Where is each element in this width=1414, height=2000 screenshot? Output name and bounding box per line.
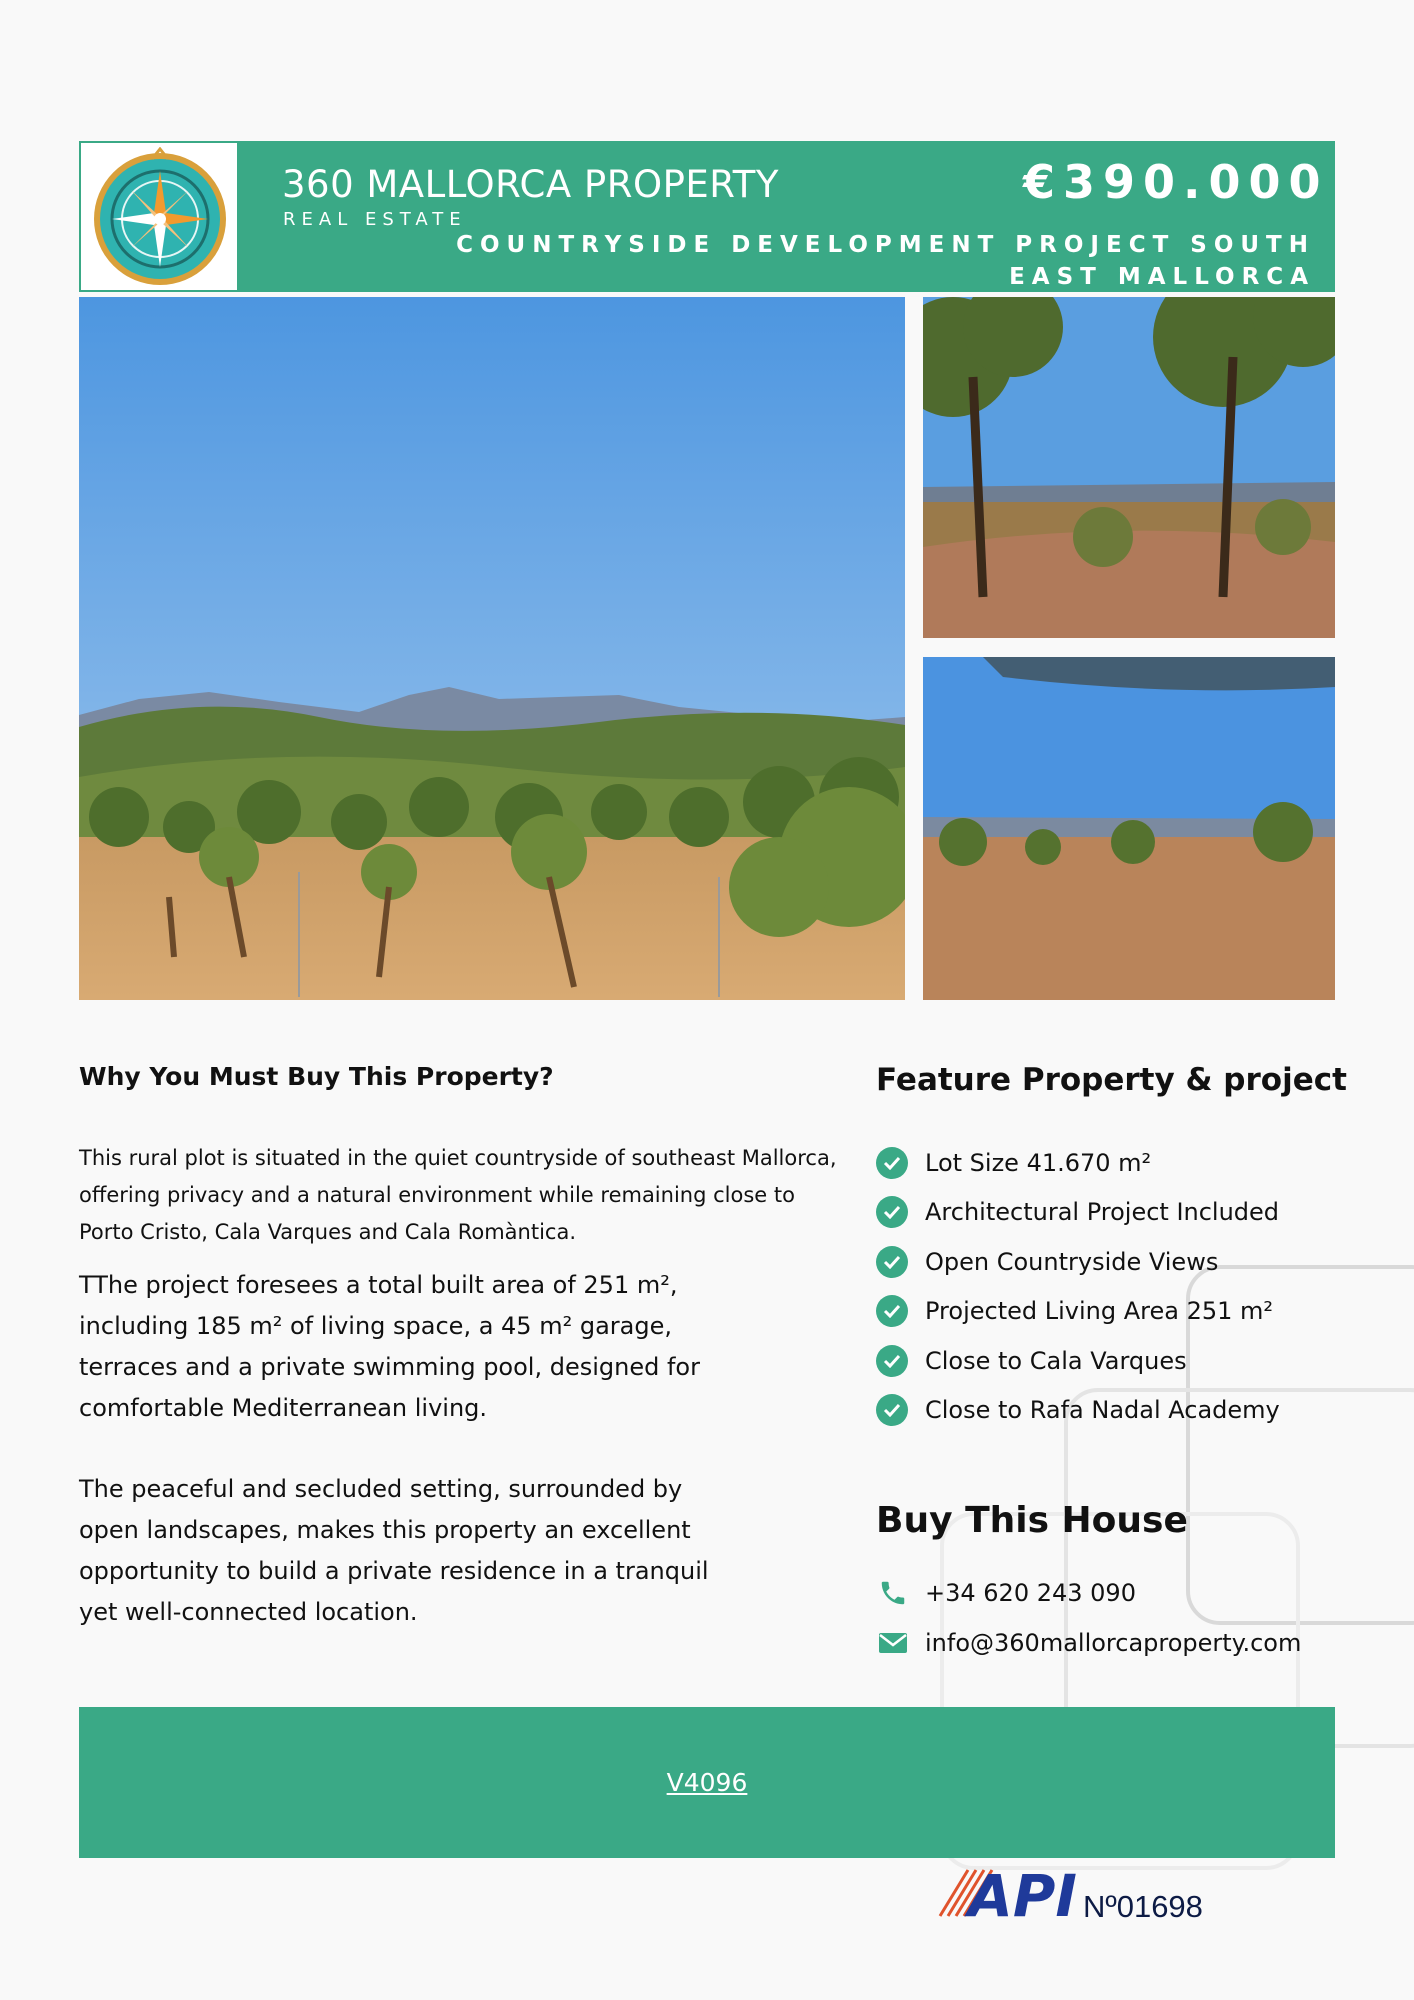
email-address[interactable]: info@360mallorcaproperty.com [925, 1628, 1302, 1657]
footer-bar [79, 1707, 1335, 1858]
header-banner [79, 141, 1335, 292]
description-paragraph: This rural plot is situated in the quiet countryside of southeast Mallorca, offering privacy and a natural environment while remaining close to Porto Cristo, Cala Varques and Cala Romàntica. [79, 1146, 837, 1244]
api-license-number: Nº01698 [1083, 1889, 1203, 1924]
feature-item: Open Countryside Views [876, 1237, 1280, 1287]
project-paragraph: TThe project foresees a total built area of 251 m², including 185 m² of living space, a 45 m² garage, terraces and a private swimming pool, designed for comfortable Mediterranean living. [79, 1271, 700, 1422]
compass-logo-icon [86, 147, 234, 290]
api-logo-icon [938, 1860, 1078, 1922]
setting-paragraph: The peaceful and secluded setting, surrounded by open landscapes, makes this property an excellent opportunity to build a private residence in a tranquil yet well-connected location. [79, 1475, 709, 1626]
reference-link[interactable]: V4096 [666, 1768, 748, 1797]
feature-item: Projected Living Area 251 m² [876, 1287, 1280, 1337]
feature-item: Lot Size 41.670 m² [876, 1138, 1280, 1188]
check-icon [876, 1246, 908, 1278]
open-plot-photo [923, 657, 1335, 1000]
check-icon [876, 1196, 908, 1228]
check-icon [876, 1147, 908, 1179]
phone-contact[interactable] [876, 1576, 1136, 1609]
features-heading: Feature Property & project [876, 1062, 1347, 1098]
phone-icon [876, 1576, 909, 1609]
why-buy-heading: Why You Must Buy This Property? [79, 1062, 554, 1091]
phone-number[interactable]: +34 620 243 090 [925, 1578, 1136, 1607]
brand-subtitle: REAL ESTATE [283, 209, 467, 230]
brand-logo [79, 141, 239, 292]
email-contact[interactable] [876, 1626, 1301, 1659]
property-headline: COUNTRYSIDE DEVELOPMENT PROJECT SOUTH EAST MALLORCA [456, 232, 1315, 290]
pine-trees-photo [923, 297, 1335, 638]
property-price: €390.000 [1023, 155, 1329, 209]
feature-item: Architectural Project Included [876, 1188, 1280, 1238]
email-icon [876, 1626, 909, 1659]
feature-item: Close to Rafa Nadal Academy [876, 1386, 1280, 1436]
api-logo [938, 1860, 1078, 1926]
main-property-photo [79, 297, 905, 1000]
check-icon [876, 1345, 908, 1377]
feature-item: Close to Cala Varques [876, 1336, 1280, 1386]
check-icon [876, 1295, 908, 1327]
features-list [876, 1138, 1280, 1435]
buy-house-heading: Buy This House [876, 1500, 1188, 1541]
check-icon [876, 1394, 908, 1426]
brand-name: 360 MALLORCA PROPERTY [282, 163, 779, 206]
svg-text:API: API [968, 1862, 1077, 1922]
